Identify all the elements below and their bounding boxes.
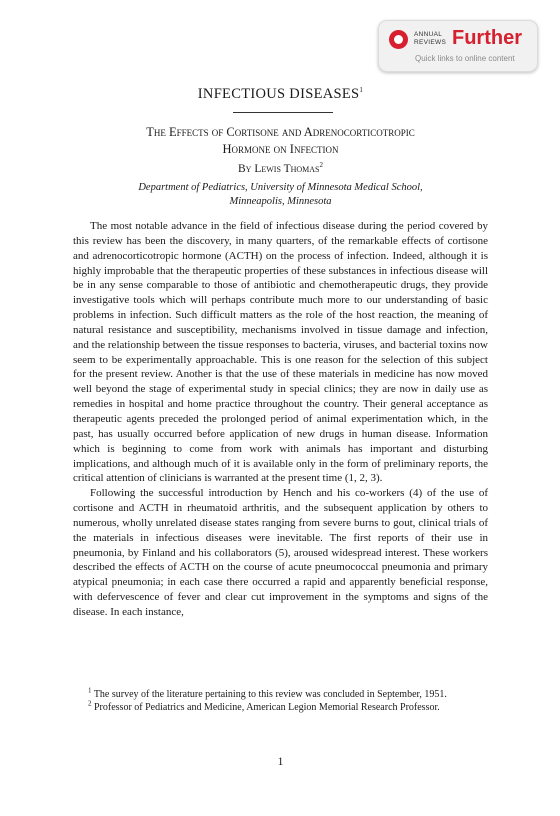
further-brand[interactable]: Further: [452, 27, 522, 49]
footnote-1: [73, 688, 488, 701]
further-tagline[interactable]: Quick links to online content: [415, 54, 515, 63]
affiliation-line2: Minneapolis, Minnesota: [229, 196, 332, 207]
subtitle-line1: The Effects of Cortisone and Adrenocorticotropic: [146, 125, 415, 139]
title-footnote-mark: 1: [359, 86, 364, 95]
author-affiliation: [73, 181, 488, 209]
author-name: By Lewis Thomas: [238, 163, 320, 175]
footnote-1-text: The survey of the literature pertaining to this review was concluded in September, 1951.: [93, 689, 447, 700]
publisher-line1: ANNUAL: [414, 31, 443, 38]
footnotes: [73, 688, 488, 714]
footnote-2-text: Professor of Pediatrics and Medicine, American Legion Memorial Research Professor.: [94, 702, 440, 713]
article-author: [73, 163, 488, 175]
publisher-line2: REVIEWS: [414, 39, 447, 46]
further-badge[interactable]: [378, 20, 538, 72]
article-subtitle: [73, 124, 488, 158]
title-rule: [233, 112, 333, 113]
title-text: INFECTIOUS DISEASES: [197, 86, 360, 102]
footnote-1-mark: 1: [88, 686, 92, 695]
author-footnote-mark: 2: [319, 161, 323, 170]
footnote-2-mark: 2: [88, 699, 92, 708]
body-paragraph-2: Following the successful introduction by Hench and his co-workers (4) of the use of cortisone and ACTH in rheumatoid arthritis, and the subsequent application by others to numerous, wholly unrelated disease states ranging from severe burns to gout, clinical trials of the materials in infectious diseases were inevitable. The first reports of their use in pneumonia, by Finland and his collaborators (5), aroused widespread interest. These workers described the effects of ACTH on the course of acute pneumococcal pneumonia and primary atypical pneumonia; in each case there occurred a rapid and apparently beneficial response, with defervescence of fever and clear cut improvement in the symptoms and signs of the disease. In each instance,: [73, 487, 488, 618]
footnote-2: [73, 701, 488, 714]
annual-reviews-logo-icon: [389, 30, 408, 49]
publisher-name: [414, 31, 446, 47]
page-number: 1: [277, 756, 284, 768]
affiliation-line1: Department of Pediatrics, University of Minnesota Medical School,: [138, 182, 423, 193]
subtitle-line2: Hormone on Infection: [222, 142, 339, 156]
article-body: [73, 219, 488, 620]
body-paragraph-1: The most notable advance in the field of infectious disease during the period covered by this review has been the discovery, in many quarters, of the remarkable effects of cortisone and adrenocorticotropic hormone (ACTH) on the process of infection. Indeed, although it is highly improbable that the therapeutic properties of these substances in infectious disease will be in any sense comparable to those of antibiotic and chemotherapeutic drugs, they provide investigative tools which will perhaps contribute much more to our understanding of basic problems in infection. Such difficult matters as the role of the host reaction, the meaning of natural resistance and susceptibility, mechanisms involved in tissue damage and infection, and the relationship between the tissue responses to bacteria, viruses, and bacterial toxins now seem to be experimentally approachable. This is one reason for the selection of this subject for the present review. Another is that the use of these materials in medicine has now moved well beyond the stage of experimental study in special clinics; they are now in daily use as remedies in hospital and home practice throughout the country. Their general acceptance as therapeutic agents preceded the prolonged period of animal experimentation which, in the past, has usually occurred before application of new drugs in human disease. Information which is beginning to come from work with animals has important and disturbing implications, and although much of it is available only in the form of preliminary reports, the critical attention of clinicians is warranted at the present time (1, 2, 3).: [73, 220, 488, 485]
article-title: [73, 86, 488, 103]
